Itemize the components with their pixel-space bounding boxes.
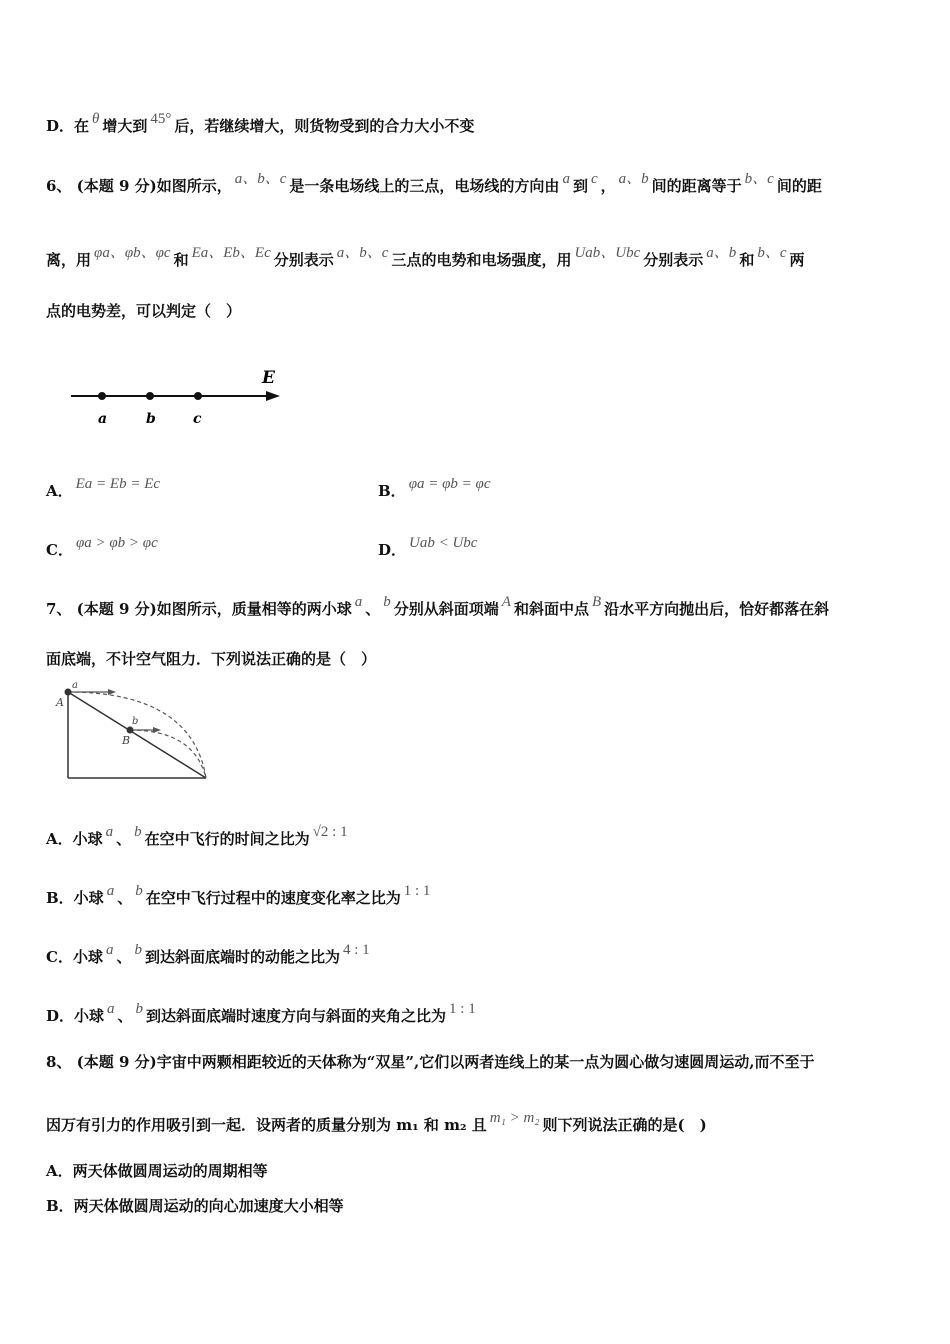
q5-option-d <box>46 111 475 136</box>
option-label: D．小球 <box>46 1007 105 1025</box>
q8-line-2 <box>46 1110 707 1135</box>
q7-option-a <box>46 824 351 849</box>
ball-a <box>65 689 72 696</box>
q7-text: 分别从斜面项端 <box>393 600 499 618</box>
math-a: a <box>105 824 114 840</box>
math-a: a <box>354 594 363 610</box>
ball-b <box>127 727 134 734</box>
option-text: 在空中飞行的时间之比为 <box>144 830 310 848</box>
q6-option-d <box>378 535 480 560</box>
option-value: 4 : 1 <box>342 942 370 958</box>
q6-text: 是一条电场线上的三点，电场线的方向由 <box>289 177 560 195</box>
option-value: 1 : 1 <box>403 883 431 899</box>
label-E: E <box>262 368 275 388</box>
q6-text: ， <box>600 177 616 195</box>
math-angle: 45° <box>150 111 172 127</box>
q8-text: 因万有引力的作用吸引到一起．设两者的质量分别为 m₁ 和 m₂ 且 <box>46 1116 487 1134</box>
q6-line-1 <box>46 171 822 196</box>
q5-d-mid: 增大到 <box>102 117 148 135</box>
q6-text: 和 <box>173 251 189 269</box>
math-c: c <box>590 171 598 187</box>
option-sep: 、 <box>116 830 132 848</box>
option-text: 到达斜面底端时的动能之比为 <box>144 948 340 966</box>
q7-text: 沿水平方向抛出后，恰好都落在斜 <box>604 600 830 618</box>
q7-prefix: 7、 (本题 9 分)如图所示，质量相等的两小球 <box>46 600 352 618</box>
math-b: b <box>383 594 391 610</box>
option-sep: 、 <box>116 948 132 966</box>
q6-text: 和 <box>739 251 755 269</box>
arrow-b-icon <box>153 727 161 733</box>
option-sep: 、 <box>117 889 133 907</box>
label-B: B <box>122 734 131 747</box>
option-expr: φa = φb = φc <box>408 476 491 492</box>
math-potentials: φa、φb、φc <box>94 245 171 261</box>
option-label: D． <box>378 541 407 559</box>
math-b: b <box>135 1001 144 1017</box>
q5-d-label: D．在 <box>46 117 90 135</box>
q6-text: 离，用 <box>46 251 92 269</box>
math-a: a <box>105 942 114 958</box>
math-b: b <box>135 883 143 899</box>
math-ab: a、b <box>618 171 649 187</box>
math-ab: a、b <box>706 245 737 261</box>
q7-option-d <box>46 1001 479 1026</box>
q6-text: 分别表示 <box>273 251 334 269</box>
math-fields: Ea、Eb、Ec <box>191 245 271 261</box>
q7-line-1 <box>46 594 830 619</box>
q6-line-2 <box>46 245 805 270</box>
point-a <box>98 392 106 400</box>
q6-line-3: 点的电势差，可以判定（ ） <box>46 302 242 320</box>
option-text: 到达斜面底端时速度方向与斜面的夹角之比为 <box>146 1007 447 1025</box>
option-text: 在空中飞行过程中的速度变化率之比为 <box>145 889 401 907</box>
q8-line-1: 8、 (本题 9 分)宇宙中两颗相距较近的天体称为“双星”,它们以两者连线上的某一点为圆心做匀速圆周运动,而不至于 <box>46 1053 815 1071</box>
arrow-a-icon <box>108 689 116 695</box>
label-b: b <box>132 716 139 727</box>
label-a: a <box>72 680 78 691</box>
point-c <box>194 392 202 400</box>
q6-text: 间的距 <box>776 177 822 195</box>
incline-figure <box>52 678 217 784</box>
q6-option-a <box>46 476 163 501</box>
option-label: C．小球 <box>46 948 103 966</box>
option-value: √2 : 1 <box>312 824 348 840</box>
option-label: B． <box>378 482 406 500</box>
math-mass-relation: m₁ > m₂ <box>489 1110 540 1126</box>
field-line-figure <box>66 365 291 435</box>
q6-text: 分别表示 <box>643 251 704 269</box>
q8-text: 则下列说法正确的是( ) <box>542 1116 707 1134</box>
point-b <box>146 392 154 400</box>
option-sep: 、 <box>117 1007 133 1025</box>
option-label: C． <box>46 541 73 559</box>
q7-text: 、 <box>365 600 381 618</box>
option-label: A．小球 <box>46 830 103 848</box>
math-abc: a、b、c <box>234 171 287 187</box>
option-value: 1 : 1 <box>449 1001 476 1017</box>
q6-text: 三点的电势和电场强度，用 <box>391 251 572 269</box>
option-label: B．小球 <box>46 889 104 907</box>
label-b: b <box>146 411 156 427</box>
math-abc: a、b、c <box>336 245 389 261</box>
q6-option-b <box>378 476 493 501</box>
math-a: a <box>107 1001 115 1017</box>
q8-option-b: B．两天体做圆周运动的向心加速度大小相等 <box>46 1197 344 1215</box>
arrow-head-icon <box>266 391 280 401</box>
math-theta: θ <box>92 111 100 127</box>
incline-slope <box>68 692 206 778</box>
q6-text: 到 <box>572 177 588 195</box>
math-A: A <box>501 594 511 610</box>
q6-option-c <box>46 535 161 560</box>
q6-text: 两 <box>789 251 805 269</box>
math-B: B <box>591 594 602 610</box>
q8-option-a: A．两天体做圆周运动的周期相等 <box>46 1162 268 1180</box>
q6-text: 间的距离等于 <box>651 177 742 195</box>
option-expr: Ea = Eb = Ec <box>75 476 161 492</box>
label-A: A <box>56 696 64 709</box>
math-b: b <box>134 824 142 840</box>
option-expr: φa > φb > φc <box>75 535 158 551</box>
q7-option-b <box>46 883 433 908</box>
option-label: A． <box>46 482 73 500</box>
math-b: b <box>134 942 142 958</box>
math-bc: b、c <box>744 171 774 187</box>
math-bc: b、c <box>757 245 787 261</box>
q7-text: 和斜面中点 <box>513 600 589 618</box>
math-a: a <box>106 883 115 899</box>
label-a: a <box>98 411 108 427</box>
q7-option-c <box>46 942 373 967</box>
math-voltages: Uab、Ubc <box>574 245 641 261</box>
q5-d-rest: 后，若继续增大，则货物受到的合力大小不变 <box>174 117 475 135</box>
q7-line-2: 面底端，不计空气阻力．下列说法正确的是（ ） <box>46 650 377 668</box>
q6-prefix: 6、 (本题 9 分)如图所示， <box>46 177 232 195</box>
label-c: c <box>193 411 202 427</box>
option-expr: Uab < Ubc <box>409 535 478 551</box>
math-a: a <box>562 171 570 187</box>
